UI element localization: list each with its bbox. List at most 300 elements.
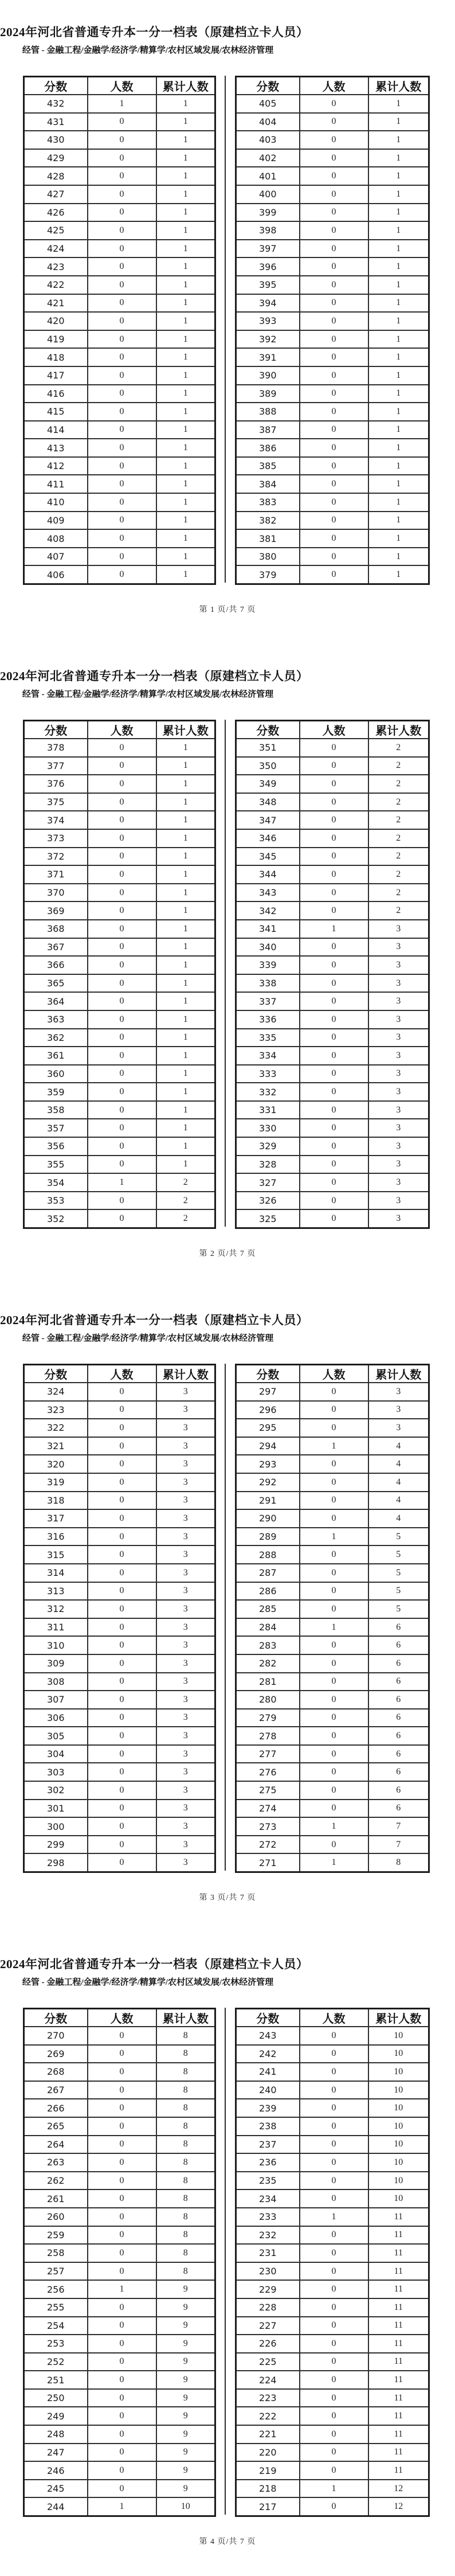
count-cell: 0 — [300, 1763, 368, 1781]
table-row — [236, 1836, 429, 1854]
score-cell: 302 — [24, 1781, 88, 1800]
score-cell: 264 — [24, 2136, 88, 2154]
score-cell: 239 — [236, 2099, 300, 2117]
count-cell: 0 — [88, 276, 156, 294]
table-row — [236, 2081, 429, 2099]
cumulative-cell: 4 — [368, 1509, 429, 1528]
page-2 — [0, 644, 455, 1288]
score-cell: 232 — [236, 2226, 300, 2245]
table-row — [236, 457, 429, 475]
page-3 — [0, 1288, 455, 1932]
cumulative-cell: 1 — [156, 167, 215, 185]
col-header-count: 人数 — [300, 721, 368, 739]
count-cell: 0 — [300, 956, 368, 974]
table-row — [24, 1745, 215, 1763]
cumulative-cell: 8 — [156, 2153, 215, 2172]
cumulative-cell: 2 — [368, 865, 429, 884]
table-row — [24, 2317, 215, 2335]
count-cell: 0 — [300, 2371, 368, 2389]
table-row — [24, 1727, 215, 1745]
header-row — [24, 1365, 215, 1383]
cumulative-cell: 3 — [368, 992, 429, 1010]
count-cell: 0 — [88, 439, 156, 457]
score-cell: 354 — [24, 1173, 88, 1192]
count-cell: 0 — [88, 240, 156, 258]
score-cell: 224 — [236, 2371, 300, 2389]
count-cell: 0 — [300, 1691, 368, 1709]
table-row — [236, 348, 429, 366]
cumulative-cell: 8 — [156, 2262, 215, 2281]
count-cell: 0 — [300, 1545, 368, 1564]
table-row — [24, 884, 215, 902]
cumulative-cell: 11 — [368, 2226, 429, 2245]
doc-subtitle: 经管 - 金融工程/金融学/经济学/精算学/农村区域发展/农林经济管理 — [22, 1978, 274, 1987]
score-cell: 326 — [236, 1192, 300, 1210]
count-cell: 0 — [88, 956, 156, 974]
score-cell: 429 — [24, 149, 88, 167]
cumulative-cell: 1 — [156, 938, 215, 957]
col-header-score: 分数 — [236, 77, 300, 95]
score-cell: 312 — [24, 1600, 88, 1618]
cumulative-cell: 1 — [368, 312, 429, 330]
cumulative-cell: 3 — [368, 1383, 429, 1401]
table-row — [24, 221, 215, 240]
score-cell: 406 — [24, 565, 88, 584]
page-footer: 第 4 页/共 7 页 — [199, 2538, 256, 2546]
cumulative-cell: 10 — [368, 2063, 429, 2081]
score-cell: 343 — [236, 884, 300, 902]
cumulative-cell: 1 — [156, 1119, 215, 1137]
count-cell: 0 — [88, 330, 156, 349]
table-row — [236, 2298, 429, 2317]
cumulative-cell: 1 — [156, 865, 215, 884]
cumulative-cell: 1 — [368, 185, 429, 204]
cumulative-cell: 4 — [368, 1492, 429, 1510]
score-cell: 255 — [24, 2298, 88, 2317]
table-row — [236, 1437, 429, 1455]
cumulative-cell: 1 — [368, 475, 429, 493]
cumulative-cell: 2 — [368, 901, 429, 920]
table-row — [236, 2371, 429, 2389]
score-cell: 339 — [236, 956, 300, 974]
score-cell: 373 — [24, 829, 88, 848]
table-row — [236, 421, 429, 439]
cumulative-cell: 1 — [156, 294, 215, 313]
header-row — [24, 721, 215, 739]
score-cell: 424 — [24, 240, 88, 258]
table-row — [236, 257, 429, 276]
count-cell: 0 — [88, 113, 156, 131]
tables-area — [23, 1364, 430, 1873]
table-row — [236, 2280, 429, 2298]
col-header-score: 分数 — [24, 721, 88, 739]
count-cell: 0 — [300, 565, 368, 584]
cumulative-cell: 6 — [368, 1781, 429, 1800]
table-row — [236, 2317, 429, 2335]
score-cell: 280 — [236, 1691, 300, 1709]
score-table-left — [23, 76, 216, 585]
cumulative-cell: 9 — [156, 2280, 215, 2298]
table-row — [24, 1401, 215, 1419]
table-row — [24, 385, 215, 403]
score-cell: 397 — [236, 240, 300, 258]
col-header-cumulative: 累计人数 — [156, 2009, 215, 2027]
score-cell: 249 — [24, 2407, 88, 2425]
table-row — [236, 1582, 429, 1601]
count-cell: 0 — [88, 1673, 156, 1691]
count-cell: 0 — [88, 2153, 156, 2172]
score-cell: 301 — [24, 1800, 88, 1818]
count-cell: 0 — [88, 901, 156, 920]
score-cell: 407 — [24, 548, 88, 566]
count-cell: 0 — [300, 1492, 368, 1510]
doc-title: 2024年河北省普通专升本一分一档表（原建档立卡人员） — [0, 669, 309, 683]
table-row — [24, 95, 215, 113]
page-footer: 第 1 页/共 7 页 — [199, 606, 256, 614]
score-cell: 244 — [24, 2497, 88, 2516]
score-cell: 408 — [24, 529, 88, 548]
table-row — [24, 1437, 215, 1455]
count-cell: 0 — [88, 1654, 156, 1673]
score-cell: 370 — [24, 884, 88, 902]
count-cell: 0 — [300, 1119, 368, 1137]
score-cell: 305 — [24, 1727, 88, 1745]
cumulative-cell: 4 — [368, 1455, 429, 1473]
tables-area — [23, 720, 430, 1229]
count-cell: 0 — [300, 1600, 368, 1618]
score-cell: 243 — [236, 2027, 300, 2045]
count-cell: 0 — [300, 276, 368, 294]
count-cell: 0 — [88, 1763, 156, 1781]
count-cell: 0 — [300, 2444, 368, 2462]
count-cell: 0 — [300, 1065, 368, 1083]
score-cell: 237 — [236, 2136, 300, 2154]
count-cell: 0 — [300, 1509, 368, 1528]
count-cell: 0 — [88, 2244, 156, 2262]
col-header-count: 人数 — [88, 2009, 156, 2027]
table-row — [236, 512, 429, 530]
score-cell: 236 — [236, 2153, 300, 2172]
col-header-count: 人数 — [88, 721, 156, 739]
cumulative-cell: 9 — [156, 2444, 215, 2462]
table-row — [24, 1047, 215, 1065]
table-row — [24, 512, 215, 530]
score-cell: 386 — [236, 439, 300, 457]
count-cell: 0 — [300, 366, 368, 385]
cumulative-cell: 10 — [368, 2081, 429, 2099]
score-cell: 318 — [24, 1492, 88, 1510]
count-cell: 0 — [88, 757, 156, 775]
count-cell: 1 — [88, 1173, 156, 1192]
count-cell: 1 — [300, 1437, 368, 1455]
table-row — [24, 1209, 215, 1228]
table-row — [24, 1137, 215, 1156]
cumulative-cell: 8 — [156, 2027, 215, 2045]
count-cell: 0 — [88, 1691, 156, 1709]
count-cell: 1 — [88, 2497, 156, 2516]
score-cell: 250 — [24, 2389, 88, 2407]
score-cell: 272 — [236, 1836, 300, 1854]
table-row — [236, 2461, 429, 2480]
cumulative-cell: 6 — [368, 1763, 429, 1781]
table-row — [24, 366, 215, 385]
count-cell: 0 — [300, 2117, 368, 2136]
cumulative-cell: 1 — [156, 1010, 215, 1029]
cumulative-cell: 3 — [368, 1419, 429, 1437]
cumulative-cell: 1 — [156, 312, 215, 330]
cumulative-cell: 3 — [156, 1618, 215, 1637]
table-row — [24, 974, 215, 993]
score-cell: 330 — [236, 1119, 300, 1137]
count-cell: 0 — [88, 2335, 156, 2353]
score-cell: 293 — [236, 1455, 300, 1473]
score-cell: 427 — [24, 185, 88, 204]
count-cell: 0 — [88, 1817, 156, 1836]
score-cell: 283 — [236, 1636, 300, 1654]
score-cell: 413 — [24, 439, 88, 457]
cumulative-cell: 11 — [368, 2461, 429, 2480]
table-row — [236, 1600, 429, 1618]
table-row — [236, 848, 429, 866]
table-row — [24, 865, 215, 884]
doc-title: 2024年河北省普通专升本一分一档表（原建档立卡人员） — [0, 1313, 309, 1327]
score-cell: 284 — [236, 1618, 300, 1637]
cumulative-cell: 1 — [368, 294, 429, 313]
col-header-cumulative: 累计人数 — [368, 721, 429, 739]
table-row — [236, 1401, 429, 1419]
table-row — [24, 757, 215, 775]
table-row — [236, 1083, 429, 1101]
table-row — [236, 1383, 429, 1401]
table-row — [24, 992, 215, 1010]
cumulative-cell: 1 — [156, 793, 215, 811]
table-row — [24, 403, 215, 421]
count-cell: 0 — [88, 2298, 156, 2317]
score-cell: 399 — [236, 204, 300, 222]
doc-subtitle: 经管 - 金融工程/金融学/经济学/精算学/农村区域发展/农林经济管理 — [22, 690, 274, 699]
table-row — [236, 493, 429, 512]
cumulative-cell: 7 — [368, 1836, 429, 1854]
cumulative-cell: 1 — [156, 974, 215, 993]
count-cell: 0 — [300, 992, 368, 1010]
score-cell: 361 — [24, 1047, 88, 1065]
cumulative-cell: 3 — [368, 1119, 429, 1137]
score-cell: 379 — [236, 565, 300, 584]
count-cell: 0 — [300, 2335, 368, 2353]
cumulative-cell: 6 — [368, 1654, 429, 1673]
table-row — [236, 1691, 429, 1709]
score-table-right — [235, 76, 430, 585]
cumulative-cell: 2 — [368, 739, 429, 757]
score-cell: 421 — [24, 294, 88, 313]
cumulative-cell: 3 — [156, 1636, 215, 1654]
cumulative-cell: 9 — [156, 2353, 215, 2371]
score-cell: 248 — [24, 2425, 88, 2444]
count-cell: 0 — [300, 2280, 368, 2298]
count-cell: 1 — [300, 2208, 368, 2226]
count-cell: 0 — [300, 131, 368, 149]
score-cell: 405 — [236, 95, 300, 113]
score-cell: 332 — [236, 1083, 300, 1101]
col-header-count: 人数 — [300, 77, 368, 95]
score-table-right — [235, 1364, 430, 1873]
score-cell: 310 — [24, 1636, 88, 1654]
count-cell: 0 — [300, 1582, 368, 1601]
score-cell: 341 — [236, 920, 300, 938]
table-row — [236, 149, 429, 167]
header-row — [236, 1365, 429, 1383]
count-cell: 0 — [300, 348, 368, 366]
cumulative-cell: 2 — [156, 1192, 215, 1210]
score-cell: 297 — [236, 1383, 300, 1401]
cumulative-cell: 3 — [368, 1083, 429, 1101]
count-cell: 0 — [88, 257, 156, 276]
table-row — [24, 848, 215, 866]
count-cell: 0 — [88, 2027, 156, 2045]
count-cell: 0 — [88, 1065, 156, 1083]
score-cell: 311 — [24, 1618, 88, 1637]
table-row — [236, 1065, 429, 1083]
score-cell: 228 — [236, 2298, 300, 2317]
count-cell: 0 — [88, 2099, 156, 2117]
count-cell: 0 — [88, 1119, 156, 1137]
score-cell: 353 — [24, 1192, 88, 1210]
cumulative-cell: 3 — [368, 974, 429, 993]
count-cell: 0 — [300, 312, 368, 330]
count-cell: 0 — [88, 2262, 156, 2281]
table-row — [236, 330, 429, 349]
table-row — [236, 2497, 429, 2516]
cumulative-cell: 3 — [156, 1654, 215, 1673]
score-cell: 247 — [24, 2444, 88, 2462]
col-header-cumulative: 累计人数 — [156, 1365, 215, 1383]
table-row — [24, 2027, 215, 2045]
count-cell: 0 — [88, 1800, 156, 1818]
cumulative-cell: 8 — [368, 1853, 429, 1872]
col-header-count: 人数 — [88, 1365, 156, 1383]
cumulative-cell: 1 — [368, 348, 429, 366]
count-cell: 0 — [300, 2262, 368, 2281]
score-cell: 278 — [236, 1727, 300, 1745]
cumulative-cell: 3 — [156, 1473, 215, 1492]
score-cell: 388 — [236, 403, 300, 421]
table-row — [236, 956, 429, 974]
cumulative-cell: 1 — [368, 421, 429, 439]
table-row — [236, 1727, 429, 1745]
title-block — [0, 1311, 309, 1344]
score-cell: 323 — [24, 1401, 88, 1419]
table-row — [236, 167, 429, 185]
cumulative-cell: 1 — [368, 548, 429, 566]
table-row — [24, 1065, 215, 1083]
score-cell: 391 — [236, 348, 300, 366]
cumulative-cell: 1 — [156, 1029, 215, 1047]
doc-title: 2024年河北省普通专升本一分一档表（原建档立卡人员） — [0, 1957, 309, 1971]
score-cell: 351 — [236, 739, 300, 757]
cumulative-cell: 11 — [368, 2335, 429, 2353]
header-row — [236, 721, 429, 739]
table-row — [24, 1582, 215, 1601]
count-cell: 1 — [88, 95, 156, 113]
col-header-score: 分数 — [236, 1365, 300, 1383]
score-cell: 416 — [24, 385, 88, 403]
score-cell: 271 — [236, 1853, 300, 1872]
col-header-count: 人数 — [300, 2009, 368, 2027]
table-row — [236, 2153, 429, 2172]
score-cell: 262 — [24, 2172, 88, 2190]
count-cell: 1 — [300, 2480, 368, 2498]
score-cell: 308 — [24, 1673, 88, 1691]
col-header-score: 分数 — [24, 77, 88, 95]
cumulative-cell: 1 — [368, 240, 429, 258]
score-cell: 389 — [236, 385, 300, 403]
score-cell: 223 — [236, 2389, 300, 2407]
score-cell: 392 — [236, 330, 300, 349]
score-cell: 304 — [24, 1745, 88, 1763]
col-header-score: 分数 — [236, 721, 300, 739]
score-cell: 390 — [236, 366, 300, 385]
score-cell: 273 — [236, 1817, 300, 1836]
cumulative-cell: 1 — [156, 811, 215, 829]
table-row — [24, 1545, 215, 1564]
table-row — [24, 2244, 215, 2262]
tables-area — [23, 2008, 430, 2517]
table-row — [236, 2226, 429, 2245]
column-divider — [225, 720, 226, 1227]
cumulative-cell: 2 — [156, 1209, 215, 1228]
table-row — [24, 167, 215, 185]
cumulative-cell: 3 — [368, 938, 429, 957]
table-row — [24, 257, 215, 276]
table-row — [24, 1691, 215, 1709]
cumulative-cell: 1 — [156, 204, 215, 222]
count-cell: 0 — [300, 1383, 368, 1401]
cumulative-cell: 3 — [156, 1763, 215, 1781]
table-row — [24, 1010, 215, 1029]
cumulative-cell: 1 — [156, 475, 215, 493]
cumulative-cell: 1 — [156, 113, 215, 131]
score-cell: 349 — [236, 775, 300, 793]
count-cell: 0 — [88, 848, 156, 866]
score-cell: 402 — [236, 149, 300, 167]
table-row — [24, 956, 215, 974]
score-cell: 218 — [236, 2480, 300, 2498]
score-cell: 240 — [236, 2081, 300, 2099]
table-row — [24, 493, 215, 512]
table-row — [236, 2425, 429, 2444]
col-header-cumulative: 累计人数 — [368, 1365, 429, 1383]
cumulative-cell: 1 — [156, 149, 215, 167]
count-cell: 0 — [88, 811, 156, 829]
cumulative-cell: 3 — [368, 1010, 429, 1029]
score-cell: 340 — [236, 938, 300, 957]
score-cell: 369 — [24, 901, 88, 920]
score-cell: 425 — [24, 221, 88, 240]
score-cell: 418 — [24, 348, 88, 366]
count-cell: 0 — [300, 113, 368, 131]
table-row — [236, 1709, 429, 1727]
score-cell: 385 — [236, 457, 300, 475]
count-cell: 0 — [88, 2407, 156, 2425]
table-row — [24, 439, 215, 457]
score-cell: 364 — [24, 992, 88, 1010]
table-row — [236, 2480, 429, 2498]
cumulative-cell: 11 — [368, 2371, 429, 2389]
table-row — [24, 294, 215, 313]
count-cell: 0 — [300, 1101, 368, 1119]
score-cell: 303 — [24, 1763, 88, 1781]
table-row — [236, 1673, 429, 1691]
